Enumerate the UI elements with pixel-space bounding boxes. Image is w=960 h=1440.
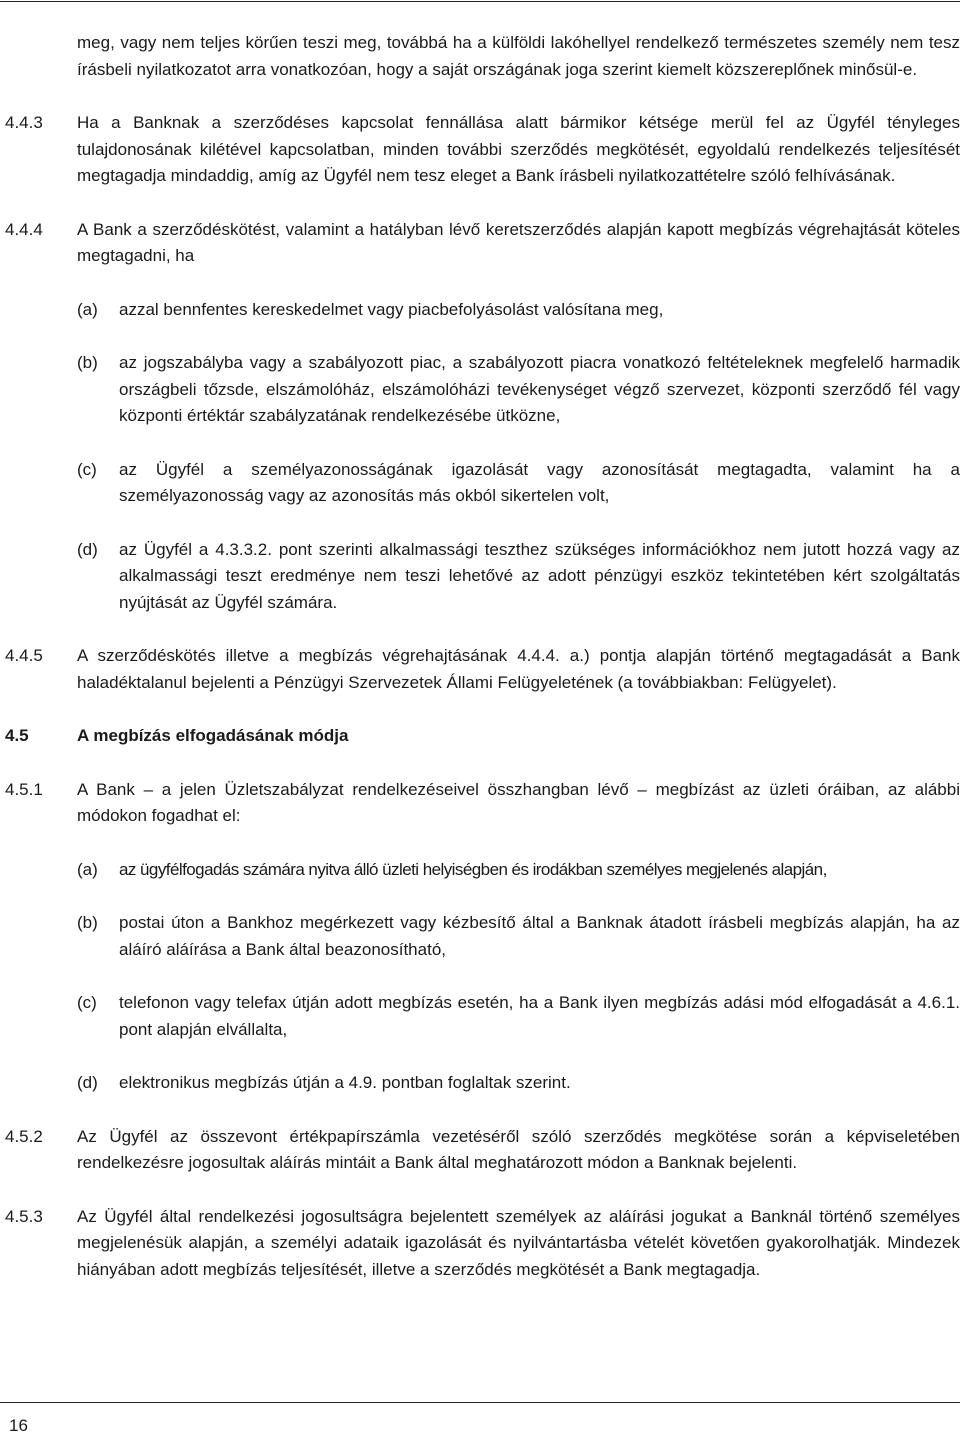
list-item-label: (a)	[77, 299, 98, 319]
list-item-text: az ügyfélfogadás számára nyitva álló üzleti helyiségben és irodákban személyes megjelenés alapján,	[119, 859, 827, 879]
list-item-label: (a)	[77, 859, 98, 879]
section-4-5-3	[0, 1204, 960, 1284]
section-title: A megbízás elfogadásának módja	[77, 726, 349, 745]
section-4-4-4	[0, 217, 960, 270]
section-4-5-heading	[0, 723, 960, 750]
section-number: 4.4.4	[5, 219, 43, 239]
document-page	[0, 30, 960, 1283]
list-item-label: (c)	[77, 459, 97, 479]
list-item-label: (d)	[77, 539, 98, 559]
intro-text: meg, vagy nem teljes körűen teszi meg, továbbá ha a külföldi lakóhellyel rendelkező természetes személy nem tesz írásbeli nyilatkozatot arra vonatkozóan, hogy a saját országának joga szerint kiemelt közszereplőnek minősül-e.	[77, 33, 960, 79]
list-item-label: (b)	[77, 913, 98, 932]
list-item	[77, 350, 960, 430]
section-number: 4.5.3	[5, 1206, 43, 1226]
list-item-label: (d)	[77, 1073, 98, 1092]
section-text: Az Ügyfél az összevont értékpapírszámla vezetéséről szóló szerződés megkötése során a képviseletében rendelkezésre jogosultak aláírás mintáit a Bank által meghatározott módon a Banknak bejelenti.	[77, 1126, 960, 1172]
list-item-text: telefonon vagy telefax útján adott megbízás esetén, ha a Bank ilyen megbízás adási mód elfogadását a 4.6.1. pont alapján elvállalta,	[119, 993, 960, 1039]
list-item	[77, 990, 960, 1043]
intro-paragraph	[0, 30, 960, 83]
list-item	[77, 537, 960, 617]
list-item-text: az jogszabályba vagy a szabályozott piac, a szabályozott piacra vonatkozó feltételeknek megfelelő harmadik országbeli tőzsde, elszámolóház, elszámolóházi tevékenységet végző szervezet, központi szerződő fél vagy központi értéktár szabályzatának rendelkezésébe ütközne,	[119, 353, 960, 425]
list-item-label: (b)	[77, 353, 98, 372]
list-item	[77, 457, 960, 510]
section-text: A szerződéskötés illetve a megbízás végrehajtásának 4.4.4. a.) pontja alapján történő megtagadását a Bank haladéktalanul bejelenti a Pénzügyi Szervezetek Állami Felügyeletének (a továbbiakban: Felügyelet).	[77, 646, 960, 692]
list-item-text: az Ügyfél a 4.3.3.2. pont szerinti alkalmassági teszthez szükséges információkhoz nem jutott hozzá vagy az alkalmassági teszt eredménye nem teszi lehetővé az adott pénzügyi eszköz tekintetében kért szolgáltatás nyújtását az Ügyfél számára.	[119, 539, 960, 612]
footer-rule	[0, 1402, 960, 1403]
list-item-text: az Ügyfél a személyazonosságának igazolását vagy azonosítását megtagadta, valamint ha a személyazonosság vagy az azonosítás más okból sikertelen volt,	[119, 459, 960, 505]
list-item	[77, 297, 960, 324]
section-text: A Bank a szerződéskötést, valamint a hatályban lévő keretszerződés alapján kapott megbízás végrehajtását köteles megtagadni, ha	[77, 219, 960, 265]
page-number: 16	[9, 1416, 28, 1435]
section-text: Az Ügyfél által rendelkezési jogosultságra bejelentett személyek az aláírási jogukat a Banknál történő személyes megjelenésük alapján, a személyi adataik igazolását és nyilvántartásba vételét követően gyakorolhatják. Mindezek hiányában adott megbízás teljesítését, illetve a szerződés megkötését a Bank megtagadja.	[77, 1206, 960, 1279]
top-rule	[0, 1, 960, 2]
section-4-5-2	[0, 1124, 960, 1177]
list-item	[77, 1070, 960, 1097]
list-item	[77, 910, 960, 963]
section-text: Ha a Banknak a szerződéses kapcsolat fennállása alatt bármikor kétsége merül fel az Ügyfél tényleges tulajdonosának kilétével kapcsolatban, minden további szerződés megkötését, egyoldalú rendelkezés teljesítését megtagadja mindaddig, amíg az Ügyfél nem tesz eleget a Bank írásbeli nyilatkozattételre szóló felhívásának.	[77, 113, 960, 185]
list-item-text: elektronikus megbízás útján a 4.9. pontban foglaltak szerint.	[119, 1073, 571, 1092]
section-number: 4.5.2	[5, 1126, 43, 1146]
list-item-text: postai úton a Bankhoz megérkezett vagy kézbesítő által a Banknak átadott írásbeli megbízás alapján, ha az aláíró aláírása a Bank által beazonosítható,	[119, 913, 960, 959]
section-number: 4.4.3	[5, 113, 43, 132]
section-number: 4.5	[5, 726, 29, 745]
section-4-5-1	[0, 777, 960, 830]
section-number: 4.5.1	[5, 779, 43, 799]
section-number: 4.4.5	[5, 646, 43, 665]
list-item-text: azzal bennfentes kereskedelmet vagy piacbefolyásolást valósítana meg,	[119, 299, 664, 319]
list-item	[77, 857, 960, 884]
section-4-4-5	[0, 643, 960, 696]
section-4-4-3	[0, 110, 960, 190]
list-item-label: (c)	[77, 993, 97, 1012]
section-text: A Bank – a jelen Üzletszabályzat rendelkezéseivel összhangban lévő – megbízást az üzleti óráiban, az alábbi módokon fogadhat el:	[77, 779, 960, 825]
